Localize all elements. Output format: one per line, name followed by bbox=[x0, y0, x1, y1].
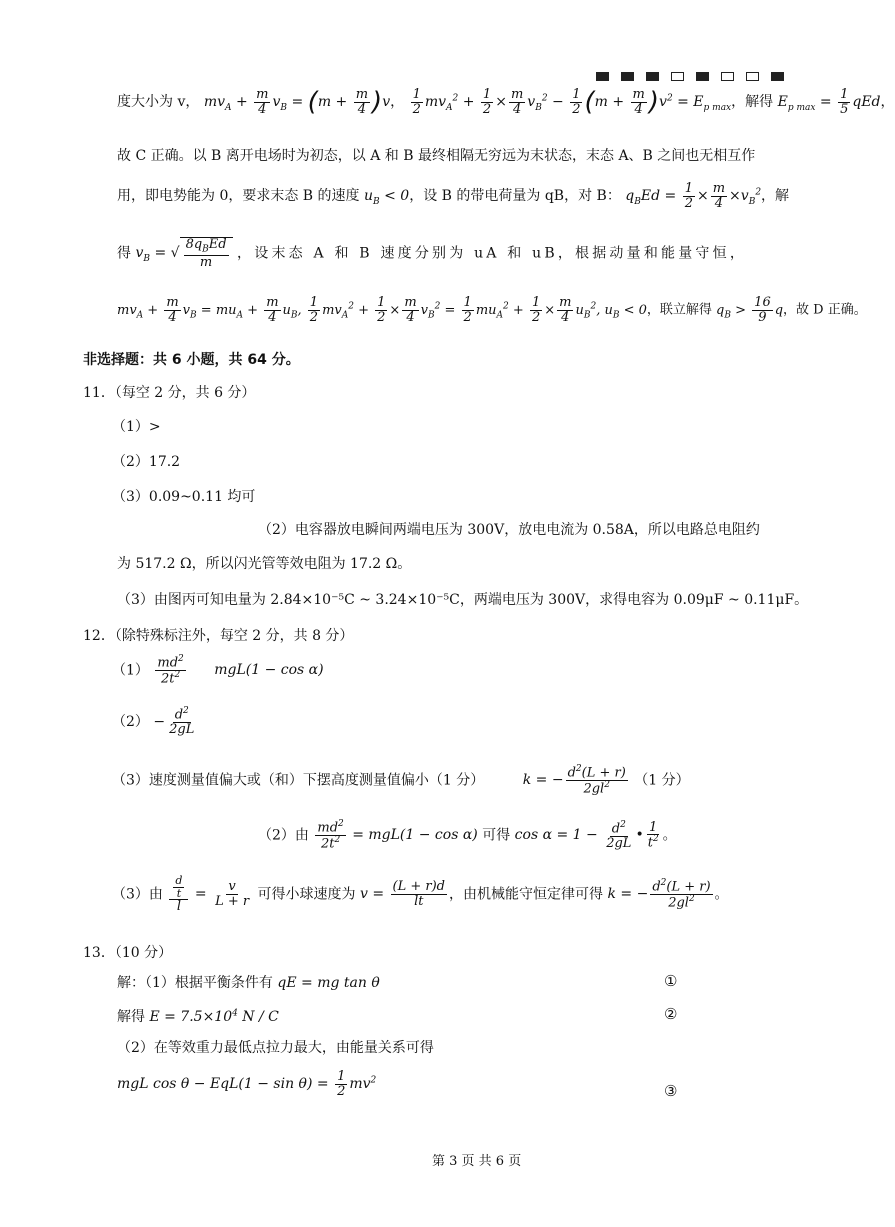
q12-head: 12．（除特殊标注外，每空 2 分，共 8 分） bbox=[83, 628, 354, 644]
text: 得 bbox=[117, 245, 131, 262]
text: 度大小为 v， bbox=[117, 94, 200, 111]
formula: cos α = 1 − $\frac{d^2}{2gL}$ • $\frac{1}{t^2}$ bbox=[514, 819, 659, 851]
formula: $E_{p max}$ = $\frac{1}{5}$ qEd bbox=[777, 87, 881, 117]
q11-answer-1: （1）> bbox=[112, 419, 161, 435]
text: ，联立解得 bbox=[646, 302, 712, 318]
text: ，解得 bbox=[731, 94, 774, 111]
formula: $mv_A$ + $\frac{m}{4}$ $v_B = (m$ + $\frac{m}{4}$ )v bbox=[203, 87, 391, 118]
text: ，设 B 的带电荷量为 qB，对 B： bbox=[409, 188, 621, 205]
formula: k = − $\frac{d^2(L + r)}{2gl^2}$ bbox=[607, 877, 711, 911]
formula: qE = mg tan θ bbox=[277, 975, 380, 991]
text: 可得小球速度为 bbox=[257, 886, 356, 903]
text: （3）速度测量值偏大或（和）下摆高度测量值偏小（1 分） bbox=[112, 772, 485, 789]
sec10-line3 bbox=[117, 182, 789, 210]
q13-line-1 bbox=[117, 972, 380, 992]
sec10-line4 bbox=[117, 237, 747, 270]
text: ，设末态 A 和 B 速度分别为 uA 和 uB，根据动量和能量守恒， bbox=[237, 245, 748, 262]
sec10-line1: 度大小为 v， $mv_A$ + $\frac{m}{4}$ $v_B = (m$ + $\frac{m}{4}$ )v， $\frac{1}{2}$ $mv_A^2$ + $\frac{1}{2}$ × $\frac{m}{4}$ $v_B^2$ − $\frac{1}{2}$ (m + $\frac{m}{4}$ )$v^2 = E_{p max}$，解得 $E_{p max}$ = $\frac{1}{5}$ qEd， bbox=[117, 87, 895, 118]
text: （2） bbox=[112, 713, 149, 730]
formula: $u_B < 0$ bbox=[364, 188, 410, 207]
text: 解：（1）根据平衡条件有 bbox=[117, 975, 273, 991]
q12-answer-2 bbox=[112, 707, 198, 737]
text: （1） bbox=[112, 662, 149, 679]
text: ，解 bbox=[761, 188, 790, 205]
formula: mgL cos θ − EqL(1 − sin θ) = $\frac{1}{2}$ $mv^2$ bbox=[117, 1069, 377, 1099]
q13-marker-1: ① bbox=[664, 972, 678, 990]
q11-explain-2a: （2）电容器放电瞬间两端电压为 300V，放电电流为 0.58A，所以电路总电阻约 bbox=[258, 522, 760, 538]
mark-square bbox=[721, 72, 734, 81]
formula: mgL(1 − cos α) bbox=[214, 662, 324, 679]
mark-square bbox=[671, 72, 684, 81]
q13-marker-3: ③ bbox=[664, 1082, 678, 1100]
header-marks bbox=[596, 68, 784, 84]
formula: k = − $\frac{d^2(L + r)}{2gl^2}$ bbox=[522, 764, 626, 797]
formula: $v_B$ = √ $\frac{8q_BEd}{m}$ bbox=[135, 245, 232, 261]
q13-line-4 bbox=[117, 1070, 376, 1098]
page-footer: 第 3 页 共 6 页 bbox=[432, 1154, 522, 1169]
q11-explain-2b: 为 517.2 Ω，所以闪光管等效电阻为 17.2 Ω。 bbox=[117, 556, 412, 572]
formula: v = $\frac{(L + r)d}{lt}$ bbox=[359, 879, 446, 909]
q12-explain-3: （3）由 $\frac{\frac{d}{t}}{l}$ = $\frac{v}{L + r}$ 可得小球速度为 v = $\frac{(L + r)d}{lt}$ ，由机械能守恒定律可得 k = − $\frac{d^2(L + r)}{2gl^2}$ 。 bbox=[112, 874, 729, 915]
text: 用，即电势能为 0，要求末态 B 的速度 bbox=[117, 188, 360, 205]
q12-explain-2: （2）由 $\frac{md^2}{2t^2}$ = mgL(1 − cos α) 可得 cos α = 1 − $\frac{d^2}{2gL}$ • $\frac{1}{t^2}$ 。 bbox=[258, 819, 677, 852]
q11-head: 11．（每空 2 分，共 6 分） bbox=[83, 385, 256, 401]
mark-square bbox=[596, 72, 609, 81]
sec10-line5 bbox=[117, 296, 867, 324]
formula: $\frac{\frac{d}{t}}{l}$ = $\frac{v}{L + r}$ bbox=[167, 886, 253, 902]
q11-answer-2: （2）17.2 bbox=[112, 454, 181, 470]
text: ，故 D 正确。 bbox=[783, 302, 867, 318]
mark-square bbox=[696, 72, 709, 81]
formula: $\frac{1}{2}$ $mv_A^2$ + $\frac{1}{2}$ × $\frac{m}{4}$ $v_B^2$ − $\frac{1}{2}$ (m + $\frac{m}{4}$ )$v^2 = E_{p max}$ bbox=[412, 87, 732, 118]
formula: $q_B$ > $\frac{16}{9}$ q bbox=[716, 295, 784, 325]
formula: $mv_A$ + $\frac{m}{4}$ $v_B = mu_A$ + $\frac{m}{4}$ $u_B$, $\frac{1}{2}$ $mv_A^2$ + $\frac{1}{2}$ × $\frac{m}{4}$ $v_B^2$ = $\frac{1}{2}$ $mu_A^2$ + $\frac{1}{2}$ × $\frac{m}{4}$ $u_B^2$, $u_B < 0$ bbox=[117, 295, 647, 325]
formula: $E = 7.5\times 10^4$ N / C bbox=[149, 1008, 279, 1025]
text: （2）由 bbox=[258, 827, 309, 844]
mark-square bbox=[746, 72, 759, 81]
text: ，由机械能守恒定律可得 bbox=[449, 886, 604, 903]
text: 可得 bbox=[482, 827, 511, 844]
formula: $\frac{md^2}{2t^2}$ = mgL(1 − cos α) bbox=[317, 819, 478, 852]
q13-line-2 bbox=[117, 1006, 279, 1026]
mark-square bbox=[621, 72, 634, 81]
q11-explain-3: （3）由图丙可知电量为 2.84×10⁻⁵C ~ 3.24×10⁻⁵C，两端电压为 300V，求得电容为 0.09μF ~ 0.11μF。 bbox=[117, 592, 809, 608]
nonchoice-heading: 非选择题：共 6 小题，共 64 分。 bbox=[83, 352, 300, 368]
formula: $\frac{md^2}{2t^2}$ bbox=[157, 654, 184, 687]
text: （3）由 bbox=[112, 886, 163, 903]
q13-head: 13．（10 分） bbox=[83, 945, 173, 961]
q13-marker-2: ② bbox=[664, 1005, 678, 1023]
q13-line-3: （2）在等效重力最低点拉力最大，由能量关系可得 bbox=[117, 1040, 434, 1056]
q11-answer-3: （3）0.09~0.11 均可 bbox=[112, 489, 256, 505]
sec10-line2: 故 C 正确。以 B 离开电场时为初态，以 A 和 B 最终相隔无穷远为末状态，末态 A、B 之间也无相互作 bbox=[117, 148, 756, 164]
text: （1 分） bbox=[634, 772, 690, 789]
mark-square bbox=[771, 72, 784, 81]
formula: $q_BEd$ = $\frac{1}{2}$ × $\frac{m}{4}$ $\times v_B^2$ bbox=[625, 181, 762, 211]
q12-answer-3 bbox=[112, 765, 690, 796]
q12-answer-1 bbox=[112, 655, 324, 686]
mark-square bbox=[646, 72, 659, 81]
formula: − $\frac{d^2}{2gL}$ bbox=[153, 706, 195, 737]
text: 解得 bbox=[117, 1009, 145, 1025]
